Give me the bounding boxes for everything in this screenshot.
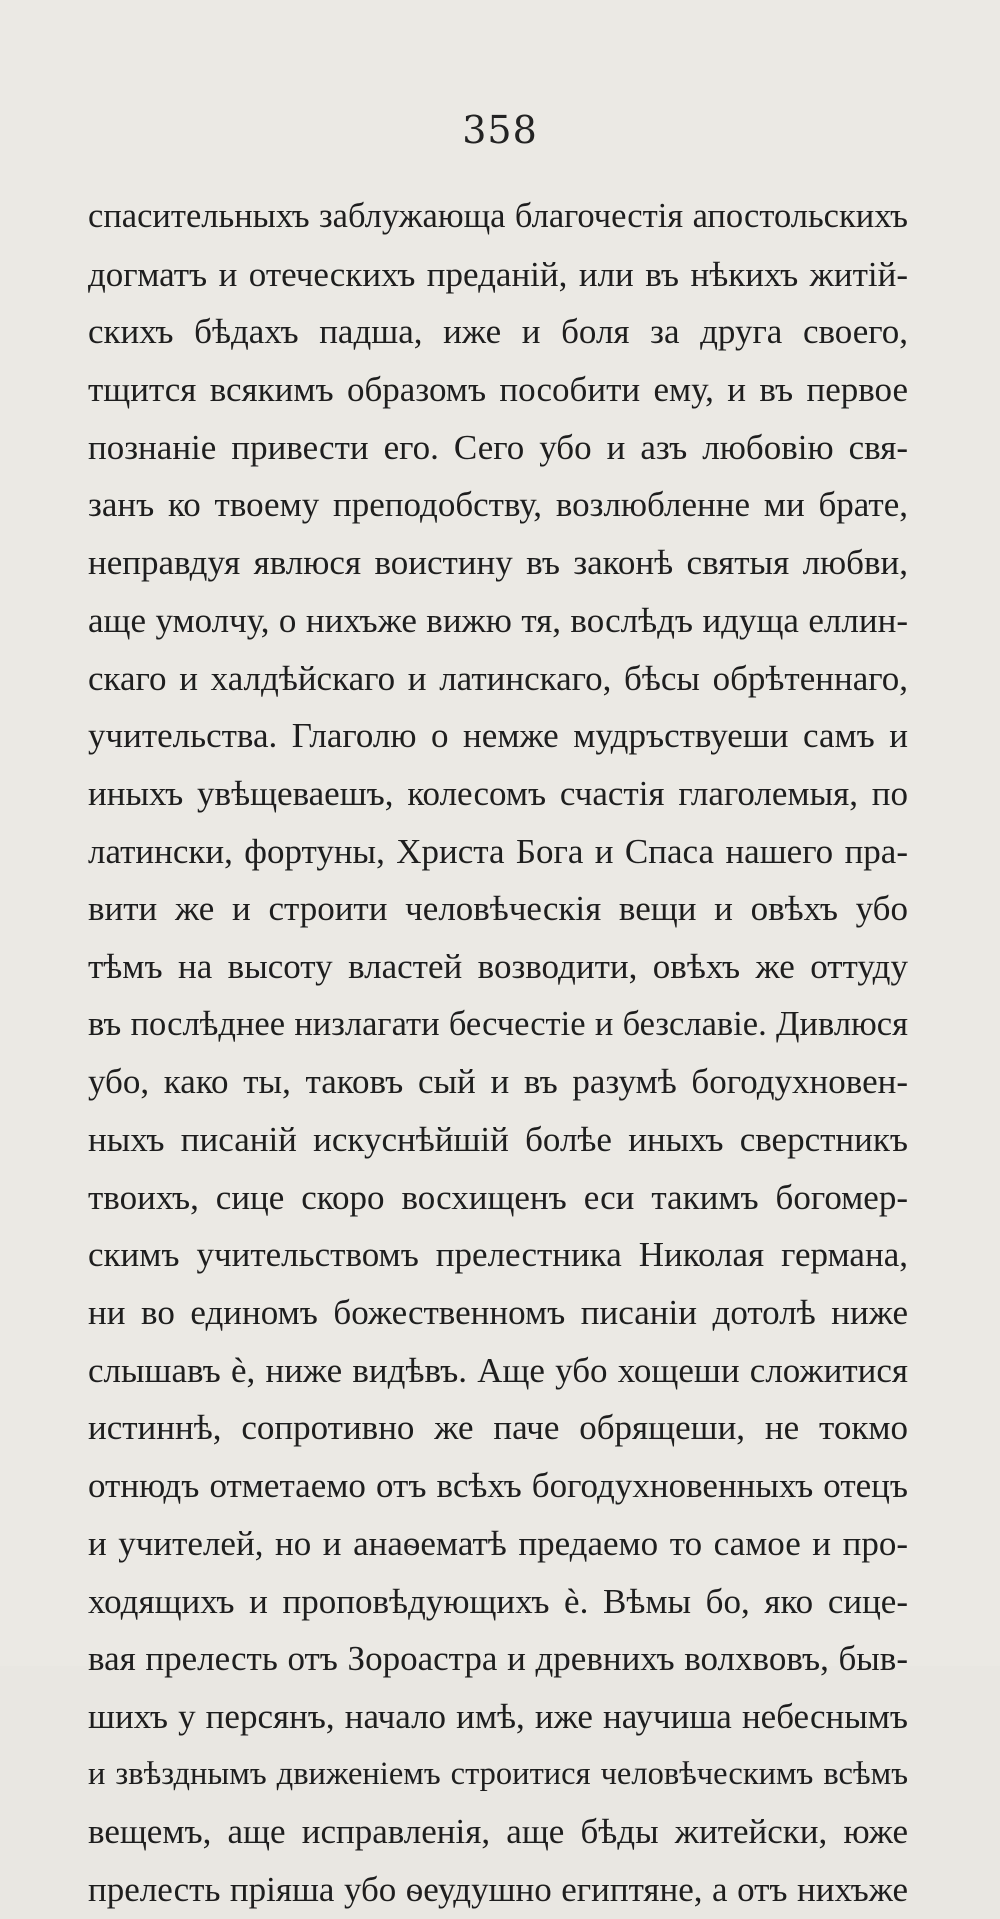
text-line: латински, фортуны, Христа Бога и Спаса нашего пра- bbox=[88, 831, 908, 871]
text-line: учительства. Глаголю о немже мудръствуеши самъ и bbox=[88, 716, 908, 756]
text-line: и учителей, но и анаѳематѣ предаемо то самое и про- bbox=[88, 1523, 908, 1563]
text-line: и звѣзднымъ движеніемъ строитися человѣческимъ всѣмъ bbox=[88, 1755, 908, 1792]
text-line: скимъ учительствомъ прелестника Николая германа, bbox=[88, 1235, 908, 1275]
text-line: ни во единомъ божественномъ писаніи дотолѣ ниже bbox=[88, 1293, 908, 1333]
text-line: иныхъ увѣщеваешъ, колесомъ счастія глаголемыя, по bbox=[88, 773, 908, 813]
text-line: спасительныхъ заблужающа благочестія апостольскихъ bbox=[88, 197, 908, 235]
text-line: истиннѣ, сопротивно же паче обрящеши, не токмо bbox=[88, 1408, 908, 1448]
text-line: шихъ у персянъ, начало имѣ, иже научиша небеснымъ bbox=[88, 1696, 908, 1736]
text-line: скихъ бѣдахъ падша, иже и боля за друга своего, bbox=[88, 312, 908, 352]
body-text bbox=[88, 188, 908, 1919]
text-line: ходящихъ и проповѣдующихъ è. Вѣмы бо, яко сице- bbox=[88, 1581, 908, 1621]
text-line: вещемъ, аще исправленія, аще бѣды житейски, юже bbox=[88, 1812, 908, 1852]
text-line: ныхъ писаній искуснѣйшій болѣе иныхъ сверстникъ bbox=[88, 1120, 908, 1159]
text-line: слышавъ è, ниже видѣвъ. Аще убо хощеши сложитися bbox=[88, 1350, 908, 1390]
text-line: скаго и халдѣйскаго и латинскаго, бѣсы обрѣтеннаго, bbox=[88, 658, 908, 698]
text-line: вая прелесть отъ Зороастра и древнихъ волхвовъ, быв- bbox=[88, 1639, 908, 1679]
text-line: вити же и строити человѣческія вещи и овѣхъ убо bbox=[88, 889, 908, 929]
text-line: убо, како ты, таковъ сый и въ разумѣ богодухновен- bbox=[88, 1062, 908, 1102]
page-number: 358 bbox=[462, 108, 538, 152]
text-line: неправдуя явлюся воистину въ законѣ святыя любви, bbox=[88, 543, 908, 583]
text-line: догматъ и отеческихъ преданій, или въ нѣкихъ житій- bbox=[88, 254, 908, 294]
text-line: твоихъ, сице скоро восхищенъ еси такимъ богомер- bbox=[88, 1177, 908, 1217]
text-line: тѣмъ на высоту властей возводити, овѣхъ же оттуду bbox=[88, 946, 908, 986]
text-line: познаніе привести его. Сего убо и азъ любовію свя- bbox=[88, 427, 908, 467]
text-line: тщится всякимъ образомъ пособити ему, и въ первое bbox=[88, 370, 908, 410]
text-line: аще умолчу, о нихъже вижю тя, вослѣдъ идуща еллин- bbox=[88, 600, 908, 640]
text-line: отнюдъ отметаемо отъ всѣхъ богодухновенныхъ отецъ bbox=[88, 1466, 908, 1506]
text-line: въ послѣднее низлагати бесчестіе и безславіе. Дивлюся bbox=[88, 1004, 908, 1043]
text-line: прелесть пріяша убо ѳеудушно египтяне, а отъ нихъже bbox=[88, 1869, 908, 1909]
text-line: занъ ко твоему преподобству, возлюбленне ми брате, bbox=[88, 485, 908, 525]
